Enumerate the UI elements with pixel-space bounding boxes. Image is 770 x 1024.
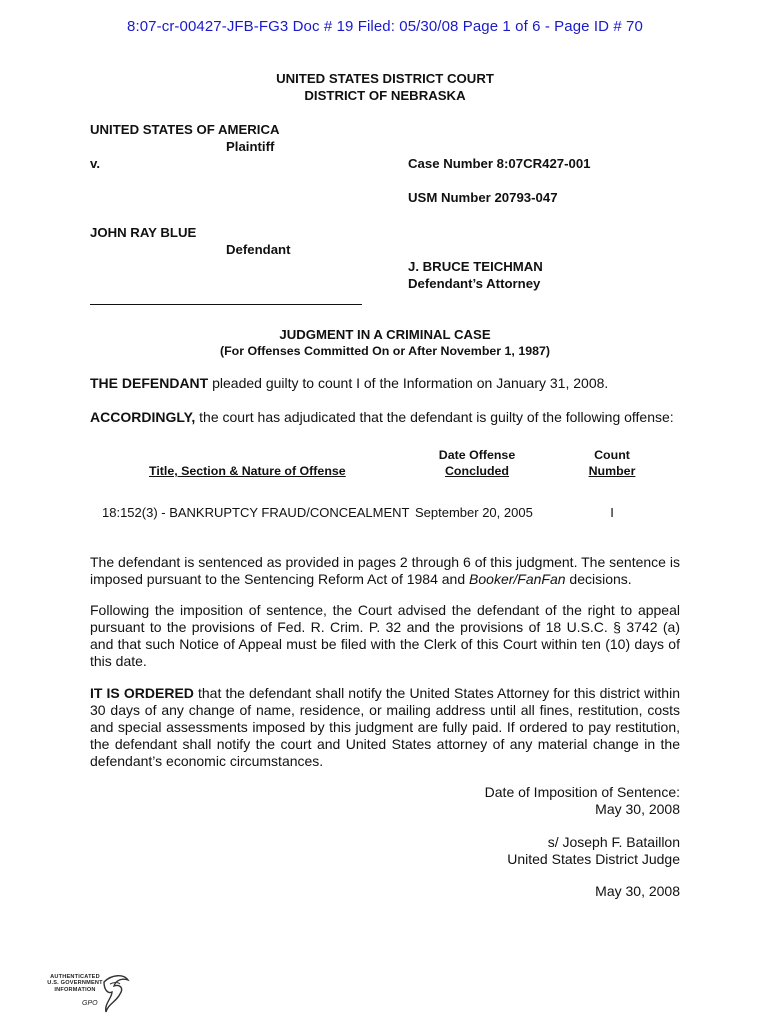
court-heading [0, 70, 770, 104]
header-date-line1: Date Offense [438, 448, 516, 462]
court-name: UNITED STATES DISTRICT COURT [276, 71, 494, 86]
eagle-icon [98, 972, 130, 1016]
defendant-name: JOHN RAY BLUE [90, 225, 197, 240]
accordingly-lead: ACCORDINGLY, [90, 409, 196, 425]
sentence-text-2: decisions. [565, 571, 632, 587]
imposition-date: May 30, 2008 [595, 801, 680, 817]
judgment-title: JUDGMENT IN A CRIMINAL CASE [279, 327, 491, 342]
usm-number: USM Number 20793-047 [408, 190, 558, 205]
header-count-line1: Count [594, 448, 630, 462]
defendant-role: Defendant [226, 242, 291, 257]
offense-cell: 18:152(3) - BANKRUPTCY FRAUD/CONCEALMENT [102, 505, 410, 520]
attorney-name: J. BRUCE TEICHMAN [408, 259, 543, 274]
gpo-mark: GPO [82, 1000, 98, 1007]
plea-lead: THE DEFENDANT [90, 375, 209, 391]
judge-signature: s/ Joseph F. Bataillon [547, 834, 680, 850]
sentence-paragraph [90, 554, 680, 588]
ordered-text: that the defendant shall notify the United States Attorney for this district within 30 days of any change of name, residence, or mailing address until all fines, restitution, costs and special assessments imposed by this judgment are fully paid. If ordered to pay restitution, the defendant shall notify the court and United States attorney of any material change in the defendant’s economic circumstances. [90, 685, 680, 769]
filing-header-stamp: 8:07-cr-00427-JFB-FG3 Doc # 19 Filed: 05/30/08 Page 1 of 6 - Page ID # 70 [127, 18, 643, 35]
appeal-paragraph: Following the imposition of sentence, the Court advised the defendant of the right to appeal pursuant to the provisions of Fed. R. Crim. P. 32 and the provisions of 18 U.S.C. § 3742 (a) and that such Notice of Appeal must be filed with the Clerk of this Court within ten (10) days of this date. [90, 602, 680, 669]
plea-text: pleaded guilty to count I of the Information on January 31, 2008. [208, 375, 609, 391]
sentence-italic: Booker/FanFan [469, 571, 566, 587]
header-count-line2: Number [588, 464, 636, 478]
date-cell: September 20, 2005 [415, 505, 533, 520]
imposition-block [380, 784, 680, 818]
attorney-role: Defendant’s Attorney [408, 276, 541, 291]
caption-divider [90, 304, 362, 305]
court-district: DISTRICT OF NEBRASKA [304, 88, 466, 103]
ordered-lead: IT IS ORDERED [90, 685, 194, 701]
gpo-line-2: U.S. GOVERNMENT [47, 980, 103, 987]
ordered-paragraph [90, 685, 680, 770]
header-count-number [576, 447, 648, 479]
accordingly-line [90, 409, 680, 426]
gpo-line-1: AUTHENTICATED [50, 974, 100, 980]
case-number: Case Number 8:07CR427-001 [408, 156, 591, 171]
signature-date: May 30, 2008 [595, 883, 680, 899]
versus-label: v. [90, 156, 101, 171]
header-offense-title: Title, Section & Nature of Offense [149, 464, 346, 478]
gpo-line-3: INFORMATION [54, 986, 96, 993]
judge-title: United States District Judge [507, 851, 680, 867]
accordingly-text: the court has adjudicated that the defendant is guilty of the following offense: [195, 409, 674, 425]
gpo-authentication-logo [40, 972, 130, 1016]
imposition-label: Date of Imposition of Sentence: [484, 784, 680, 800]
sentence-text-1: The defendant is sentenced as provided in pages 2 through 6 of this judgment. The sentence is imposed pursuant to the Sentencing Reform Act of 1984 and [90, 554, 680, 587]
count-cell: I [610, 505, 614, 520]
plaintiff-role: Plaintiff [226, 139, 275, 154]
plaintiff-name: UNITED STATES OF AMERICA [90, 122, 280, 137]
header-date-offense [412, 447, 542, 479]
judgment-subtitle: (For Offenses Committed On or After November 1, 1987) [219, 344, 551, 358]
signature-block [380, 834, 680, 868]
header-date-line2: Concluded [444, 464, 510, 478]
defendant-plea [90, 375, 680, 392]
